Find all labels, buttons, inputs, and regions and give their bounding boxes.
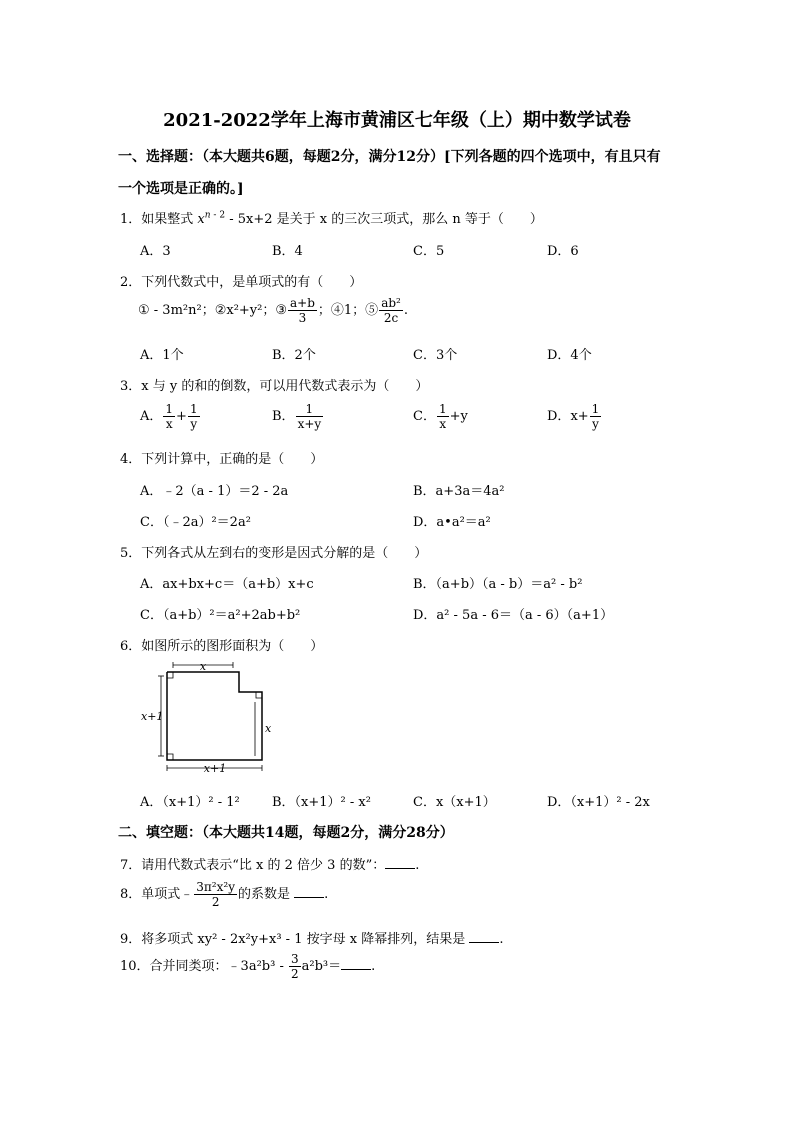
- q8-fraction: $\frac{\text{3π²x²y}}{2}$: [196, 880, 235, 909]
- question-10: 10．合并同类项：﹣3a²b³ - $\frac{3}{2}$ a²b³＝ .: [120, 952, 376, 981]
- question-7: 7．请用代数式表示“比 x 的 2 倍少 3 的数”： .: [120, 858, 420, 873]
- q2-fraction-1: $\frac{a+b}{3}$: [290, 296, 315, 325]
- q6-figure: [135, 660, 285, 775]
- q5-option-c: C．（a+b）²＝a²+2ab+b²: [140, 608, 301, 623]
- question-2-items: ① - 3m²n²；②x²+y²；③ $\frac{a+b}{3}$ ；④1；⑤ $\frac{\text{ab²}}{2c}$ .: [138, 296, 408, 325]
- q5-option-a: A．ax+bx+c＝（a+b）x+c: [140, 577, 314, 592]
- q5-option-b: B．（a+b）（a - b）＝a² - b²: [413, 577, 583, 592]
- q3-option-c: C． $\frac{1}{x}$ +y: [413, 402, 468, 431]
- q10-fraction: $\frac{3}{2}$: [290, 952, 299, 981]
- question-8: 8．单项式﹣ $\frac{\text{3π²x²y}}{2}$ 的系数是 .: [120, 880, 329, 909]
- q1-option-d: D．6: [547, 244, 579, 259]
- q6-option-c: C．x（x+1）: [413, 795, 496, 810]
- q10-answer-blank: [341, 959, 371, 970]
- section-1-heading-line1: 一、选择题：（本大题共6题，每题2分，满分12分）[下列各题的四个选项中，有且只有: [118, 149, 661, 165]
- question-2: 2．下列代数式中，是单项式的有（ ）: [120, 275, 363, 290]
- question-1-number: 1．: [120, 212, 142, 227]
- fig-label-top: x: [199, 660, 207, 673]
- question-1: 1．如果整式 $x^{n - 2} - 5x+2$ 是关于 x 的三次三项式，那么 n 等于（ ）: [120, 210, 543, 227]
- question-9: 9．将多项式 xy² - 2x²y+x³ - 1 按字母 x 降幂排列，结果是 .: [120, 932, 504, 947]
- section-2-heading: 二、填空题：（本大题共14题，每题2分，满分28分）: [118, 825, 454, 841]
- q9-answer-blank: [469, 932, 499, 943]
- fig-label-bottom: x+1: [203, 762, 227, 775]
- q4-option-b: B．a+3a＝4a²: [413, 484, 505, 499]
- question-1-mid: - 5x+2 是关于 x 的三次三项式，那么 n 等于（ ）: [225, 212, 543, 227]
- question-3: 3．x 与 y 的和的倒数，可以用代数式表示为（ ）: [120, 379, 429, 394]
- q2-items-b: ；④1；⑤: [317, 303, 379, 318]
- question-5: 5．下列各式从左到右的变形是因式分解的是（ ）: [120, 546, 428, 561]
- q3-option-b: B． $\frac{1}{x+y}$: [272, 402, 322, 431]
- q2-option-d: D．4个: [547, 348, 592, 363]
- q6-option-d: D．（x+1）² - 2x: [547, 795, 650, 810]
- q1-option-b: B．4: [272, 244, 303, 259]
- page-title: 2021-2022学年上海市黄浦区七年级（上）期中数学试卷: [163, 110, 631, 131]
- section-1-heading-line2: 一个选项是正确的。]: [118, 181, 244, 197]
- q4-option-c: C．（﹣2a）²＝2a²: [140, 515, 251, 530]
- q2-option-a: A．1个: [140, 348, 184, 363]
- q1-option-a: A．3: [140, 244, 171, 259]
- question-1-pre: 如果整式: [141, 212, 198, 227]
- q2-items-a: ① - 3m²n²；②x²+y²；③: [138, 303, 288, 318]
- q5-option-d: D．a² - 5a - 6＝（a - 6）（a+1）: [413, 608, 614, 623]
- q1-option-c: C．5: [413, 244, 445, 259]
- q8-answer-blank: [294, 887, 324, 898]
- question-6: 6．如图所示的图形面积为（ ）: [120, 639, 324, 654]
- fig-label-right: x: [265, 722, 272, 735]
- q4-option-d: D．a•a²＝a²: [413, 515, 491, 530]
- question-4: 4．下列计算中，正确的是（ ）: [120, 452, 324, 467]
- q6-option-a: A．（x+1）² - 1²: [140, 795, 240, 810]
- q6-option-b: B．（x+1）² - x²: [272, 795, 371, 810]
- q4-option-a: A．﹣2（a - 1）＝2 - 2a: [140, 484, 289, 499]
- q7-answer-blank: [385, 858, 415, 869]
- q3-option-d: D．x+ $\frac{1}{y}$: [547, 402, 600, 431]
- q2-option-c: C．3个: [413, 348, 458, 363]
- fig-label-left: x+1: [141, 710, 164, 723]
- q2-fraction-2: $\frac{\text{ab²}}{2c}$: [381, 296, 401, 325]
- q2-option-b: B．2个: [272, 348, 316, 363]
- q3-option-a: A． $\frac{1}{x}$ + $\frac{1}{y}$: [140, 402, 198, 431]
